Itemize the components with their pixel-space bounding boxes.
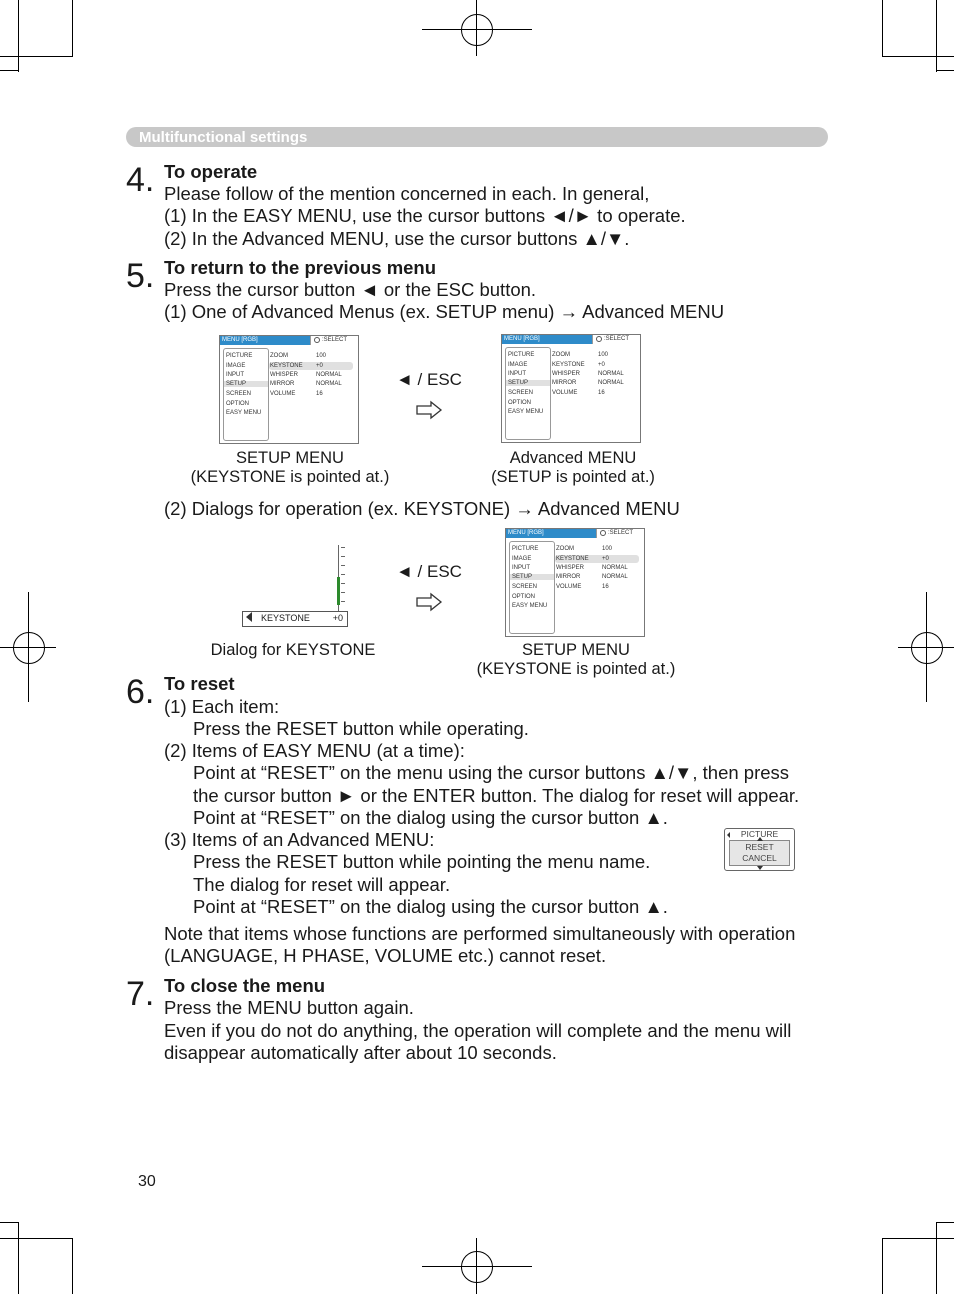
step-6-note-1: Note that items whose functions are performed simultaneously with operation [164, 923, 796, 944]
step-4-line-3: (2) In the Advanced MENU, use the cursor buttons ▲/▼. [164, 228, 630, 249]
caption-keystone-dialog: Dialog for KEYSTONE [210, 641, 376, 659]
down-triangle-icon [757, 866, 763, 870]
keystone-value: +0 [332, 613, 343, 623]
step-4-title: To operate [164, 161, 258, 182]
reset-dialog [724, 828, 795, 871]
step-5-line-3: (2) Dialogs for operation (ex. KEYSTONE) → Advanced MENU [164, 498, 680, 519]
setup-menu-screenshot-2: MENU [RGB] :SELECT PICTURE IMAGE INPUT SETUP SCREEN OPTION EASY MENU ZOOM KEYSTONE WHISPER MIRROR VOLUME 100 +0 NORMAL NORMAL 16 [505, 528, 645, 637]
caption-setup-menu: SETUP MENU [236, 449, 344, 467]
right-arrow-icon [415, 400, 443, 420]
step-6-line-10: Point at “RESET” on the dialog using the cursor button ▲. [193, 896, 668, 917]
step-7-line-1: Press the MENU button again. [164, 997, 414, 1018]
step-6-title: To reset [164, 673, 235, 694]
reset-dialog-title: PICTURE [740, 829, 779, 839]
step-4-line-1: Please follow of the mention concerned in each. In general, [164, 183, 650, 204]
select-icon [314, 337, 320, 343]
up-triangle-icon [757, 837, 763, 841]
caption-advanced-menu: Advanced MENU [509, 449, 637, 467]
step-7-number: 7. [126, 975, 155, 1013]
section-header-bar [126, 127, 828, 147]
caption-advanced-menu-sub: (SETUP is pointed at.) [491, 468, 655, 486]
select-icon [596, 336, 602, 342]
step-5-line-1: Press the cursor button ◄ or the ESC button. [164, 279, 537, 300]
step-6-line-3: (2) Items of EASY MENU (at a time): [164, 740, 465, 761]
step-6-number: 6. [126, 673, 155, 711]
step-5-number: 5. [126, 257, 155, 295]
caption-setup-menu-2: SETUP MENU [522, 641, 630, 659]
step-6-line-7: (3) Items of an Advanced MENU: [164, 829, 435, 850]
step-4-line-2: (1) In the EASY MENU, use the cursor buttons ◄/► to operate. [164, 205, 686, 226]
caption-setup-menu-sub: (KEYSTONE is pointed at.) [190, 468, 390, 486]
step-5-line-2: (1) One of Advanced Menus (ex. SETUP menu) → Advanced MENU [164, 301, 725, 322]
keystone-label: KEYSTONE [261, 613, 310, 623]
reset-dialog-cancel-option: CANCEL [742, 853, 777, 863]
esc-label-1: ◄ / ESC [396, 370, 462, 389]
step-6-line-5: the cursor button ► or the ENTER button. The dialog for reset will appear. [193, 785, 800, 806]
step-6-line-4: Point at “RESET” on the menu using the cursor buttons ▲/▼, then press [193, 762, 790, 783]
left-triangle-icon [727, 832, 730, 838]
step-4-number: 4. [126, 161, 155, 199]
step-7-title: To close the menu [164, 975, 326, 996]
step-7-line-3: disappear automatically after about 10 seconds. [164, 1042, 557, 1063]
keystone-scale [336, 545, 346, 611]
keystone-dialog [242, 611, 348, 627]
step-6-line-1: (1) Each item: [164, 696, 280, 717]
advanced-menu-screenshot: MENU [RGB] :SELECT PICTURE IMAGE INPUT SETUP SCREEN OPTION EASY MENU ZOOM KEYSTONE WHISPER MIRROR VOLUME 100 +0 NORMAL NORMAL 16 [501, 334, 641, 443]
esc-label-2: ◄ / ESC [396, 562, 462, 581]
left-triangle-icon [246, 612, 252, 622]
select-icon [600, 530, 606, 536]
step-5-title: To return to the previous menu [164, 257, 437, 278]
step-6-line-8: Press the RESET button while pointing the menu name. [193, 851, 651, 872]
right-arrow-icon [415, 592, 443, 612]
section-title: Multifunctional settings [139, 129, 308, 146]
page-number: 30 [138, 1173, 156, 1190]
caption-setup-menu-2-sub: (KEYSTONE is pointed at.) [476, 660, 676, 678]
setup-menu-screenshot-1: MENU [RGB] :SELECT PICTURE IMAGE INPUT SETUP SCREEN OPTION EASY MENU ZOOM KEYSTONE WHISPER MIRROR VOLUME 100 +0 NORMAL NORMAL 16 [219, 335, 359, 444]
step-7-line-2: Even if you do not do anything, the operation will complete and the menu will [164, 1020, 792, 1041]
step-6-line-2: Press the RESET button while operating. [193, 718, 529, 739]
reset-dialog-reset-option: RESET [745, 842, 774, 852]
step-6-line-9: The dialog for reset will appear. [193, 874, 451, 895]
step-6-line-6: Point at “RESET” on the dialog using the cursor button ▲. [193, 807, 668, 828]
step-6-note-2: (LANGUAGE, H PHASE, VOLUME etc.) cannot reset. [164, 945, 607, 966]
